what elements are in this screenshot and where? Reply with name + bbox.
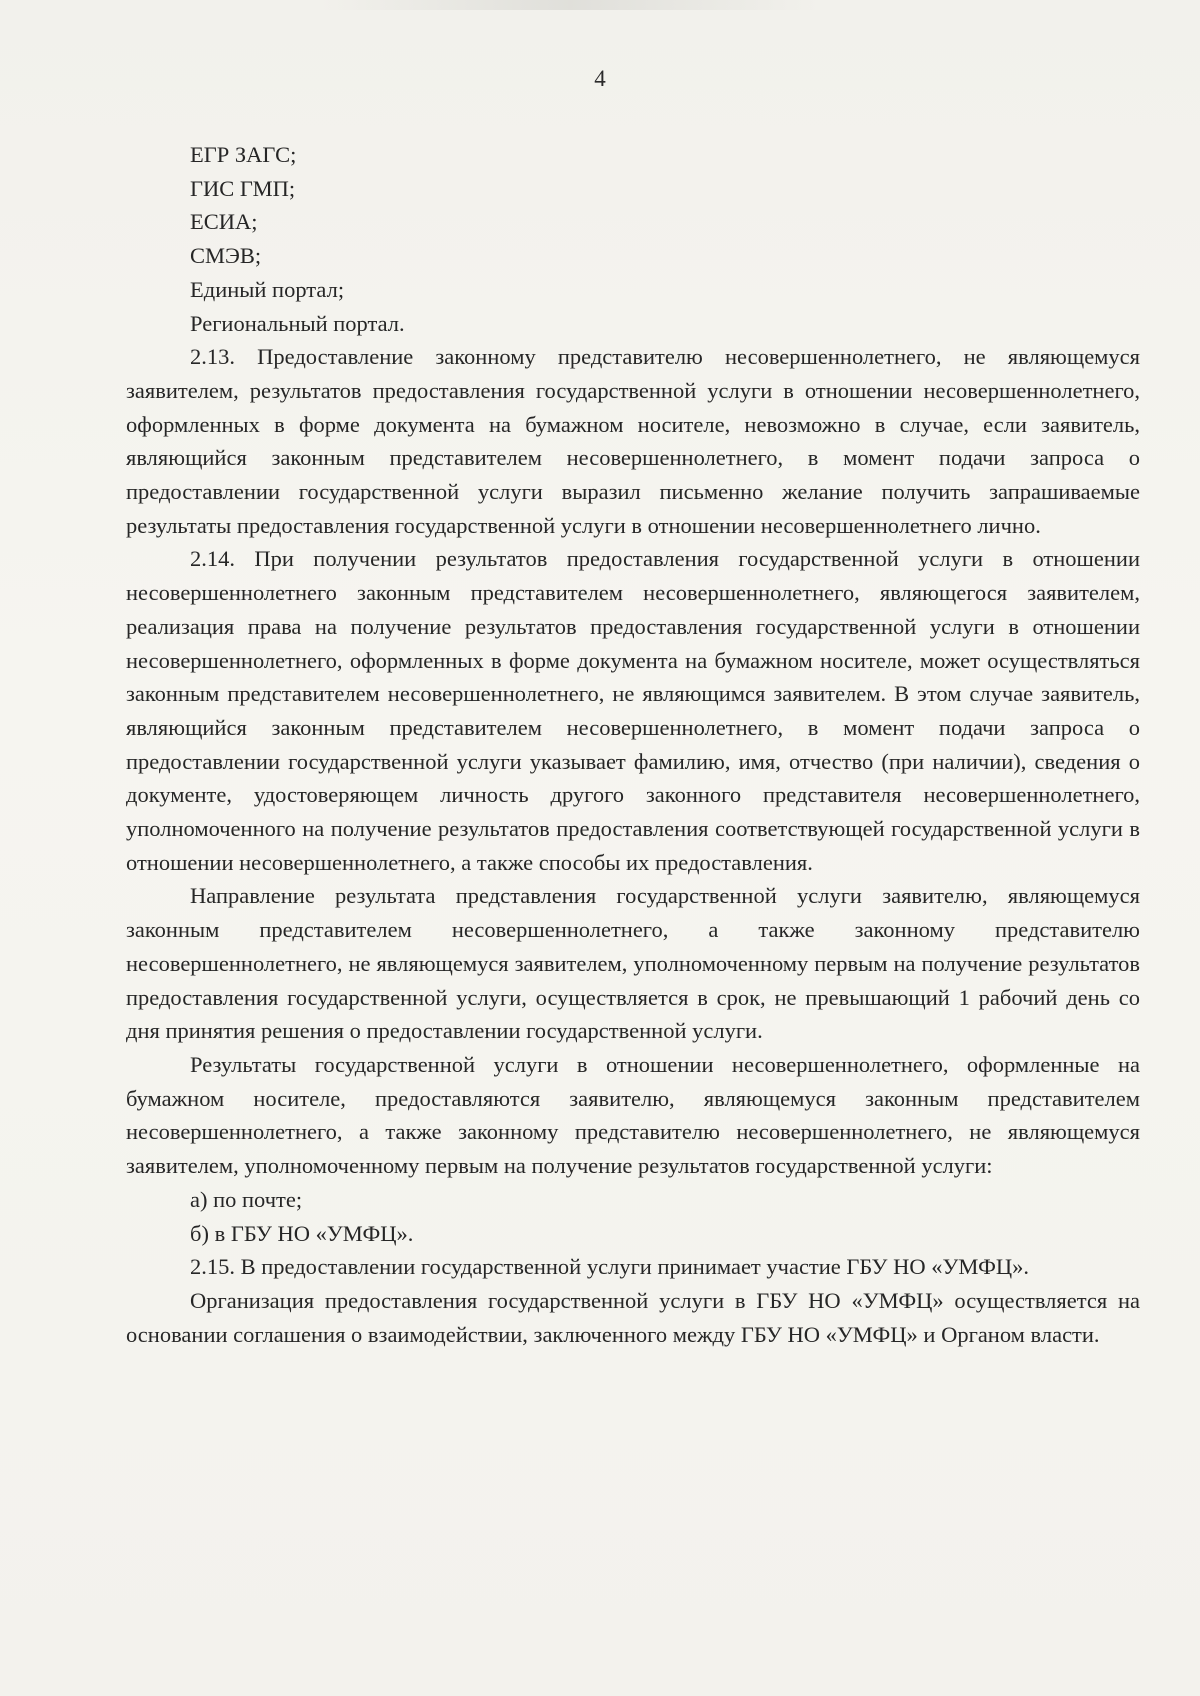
list-item: ЕГР ЗАГС; [190, 142, 297, 167]
paragraph-2-14: 2.14. При получении результатов предоставления государственной услуги в отношении несовершеннолетнего законным представителем несовершеннолетнего, являющегося заявителем, реализация права на получение результатов предоставления государственной услуги в отношении несовершеннолетнего, оформленных в форме документа на бумажном носителе, может осуществляться законным представителем несовершеннолетнего, не являющимся заявителем. В этом случае заявитель, являющийся законным представителем несовершеннолетнего, в момент подачи запроса о предоставлении государственной услуги указывает фамилию, имя, отчество (при наличии), сведения о документе, удостоверяющем личность другого законного представителя несовершеннолетнего, уполномоченного на получение результатов предоставления соответствующей государственной услуги в отношении несовершеннолетнего, а также способы их предоставления. [126, 546, 1140, 875]
page-number: 4 [594, 66, 606, 91]
list-item: ГИС ГМП; [190, 175, 296, 201]
sub-item-mail: а) по почте; [190, 1186, 303, 1212]
paragraph-2-15: 2.15. В предоставлении государственной услуги принимает участие ГБУ НО «УМФЦ». [190, 1254, 1030, 1280]
paragraph-direction: Направление результата представления государственной услуги заявителю, являющемуся законным представителем несовершеннолетнего, а также законному представителю несовершеннолетнего, не являющемуся заявителем, уполномоченному первым на получение результатов предоставления государственной услуги, осуществляется в срок, не превышающий 1 рабочий день со дня принятия решения о предоставлении государственной услуги. [126, 883, 1140, 1044]
list-item: Региональный портал. [190, 310, 405, 336]
list-item: СМЭВ; [190, 243, 262, 269]
paragraph-2-13: 2.13. Предоставление законному представителю несовершеннолетнего, не являющемуся заявителем, результатов предоставления государственной услуги в отношении несовершеннолетнего, оформленных в форме документа на бумажном носителе, невозможно в случае, если заявитель, являющийся законным представителем несовершеннолетнего, в момент подачи запроса о предоставлении государственной услуги выразил письменно желание получить запрашиваемые результаты предоставления государственной услуги в отношении несовершеннолетнего лично. [126, 344, 1140, 538]
paragraph-results: Результаты государственной услуги в отношении несовершеннолетнего, оформленные на бумажном носителе, предоставляются заявителю, являющемуся законным представителем несовершеннолетнего, а также законному представителю несовершеннолетнего, не являющемуся заявителем, уполномоченному первым на получение результатов государственной услуги: [126, 1051, 1140, 1179]
list-item: Единый портал; [190, 276, 345, 302]
scan-artifact [320, 0, 820, 10]
sub-item-umfc: б) в ГБУ НО «УМФЦ». [190, 1220, 414, 1246]
paragraph-organization: Организация предоставления государственной услуги в ГБУ НО «УМФЦ» осуществляется на основании соглашения о взаимодействии, заключенного между ГБУ НО «УМФЦ» и Органом власти. [126, 1287, 1140, 1347]
list-item: ЕСИА; [190, 209, 258, 235]
document-body [126, 138, 1140, 1351]
